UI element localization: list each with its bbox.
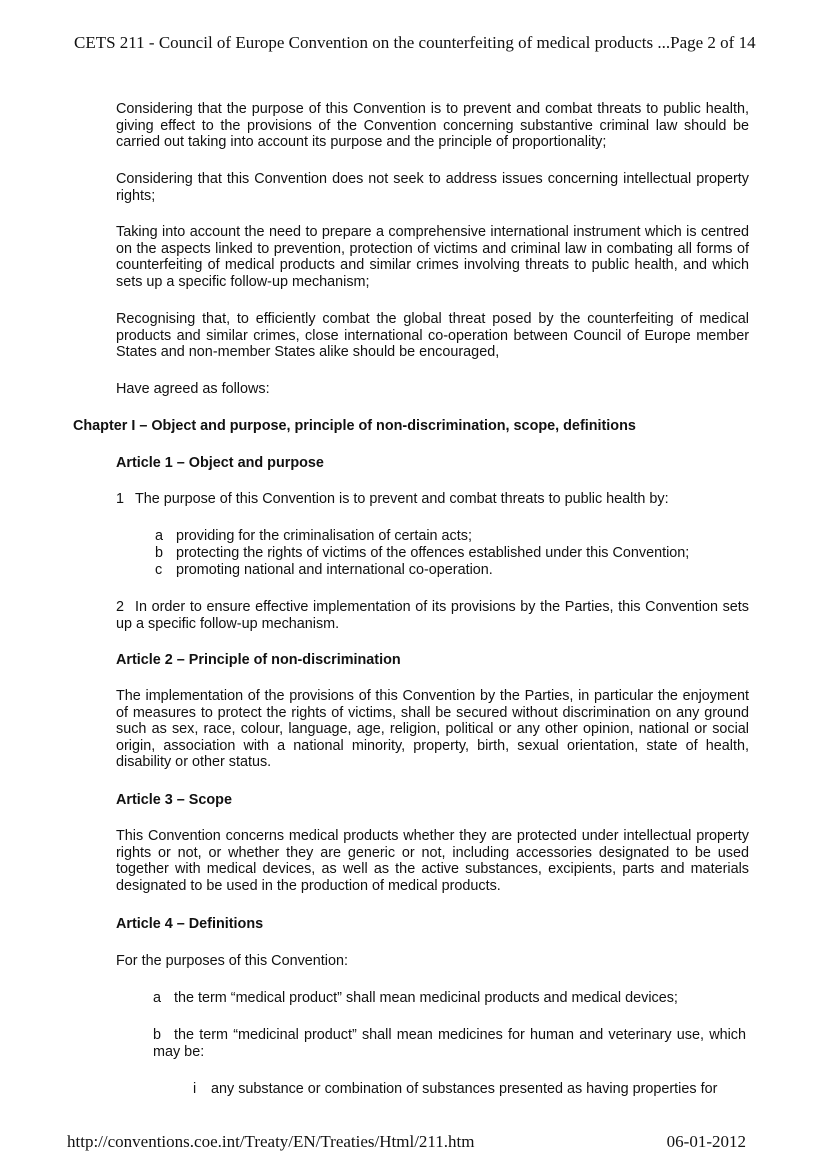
list-marker: c: [155, 562, 163, 578]
page-footer: [67, 1132, 746, 1152]
list-marker: b: [153, 1027, 162, 1043]
page-number: Page 2 of 14: [670, 33, 756, 52]
article-paragraph: The implementation of the provisions of this Convention by the Parties, in particular the enjoyment of measures to protect the rights of victims, shall be secured without discrimination on any ground such as sex, race, colour, language, age, religion, political or any other opinion, national or social origin, association with a national minority, property, birth, sexual orientation, state of health, disability or other status.: [116, 688, 749, 771]
paragraph-text: The purpose of this Convention is to prevent and combat threats to public health by:: [135, 491, 669, 507]
article-heading: Article 1 – Object and purpose: [116, 455, 324, 471]
list-item: [155, 562, 493, 579]
definition-item: [153, 990, 678, 1007]
list-item-text: any substance or combination of substances presented as having properties for: [211, 1081, 718, 1097]
list-item-text: promoting national and international co-operation.: [176, 562, 493, 578]
list-item-text: providing for the criminalisation of certain acts;: [176, 528, 472, 544]
article-paragraph: [116, 491, 749, 508]
list-item-text: the term “medical product” shall mean medicinal products and medical devices;: [174, 990, 678, 1006]
list-marker: a: [155, 528, 164, 544]
preamble-paragraph: Taking into account the need to prepare a comprehensive international instrument which is centred on the aspects linked to prevention, protection of victims and criminal law in combating all forms of counterfeiting of medical products and similar crimes involving threats to public health, and which sets up a specific follow-up mechanism;: [116, 224, 749, 290]
article-paragraph: [116, 599, 749, 632]
article-paragraph: For the purposes of this Convention:: [116, 953, 348, 969]
preamble-paragraph: Considering that the purpose of this Convention is to prevent and combat threats to public health, giving effect to the provisions of the Convention concerning substantive criminal law should be carried out taking into account its purpose and the principle of proportionality;: [116, 101, 749, 151]
source-url: http://conventions.coe.int/Treaty/EN/Treaties/Html/211.htm: [67, 1132, 475, 1151]
article-heading: Article 2 – Principle of non-discrimination: [116, 652, 401, 668]
preamble-paragraph: Recognising that, to efficiently combat the global threat posed by the counterfeiting of medical products and similar crimes, close international co-operation between Council of Europe member States and non-member States alike should be encouraged,: [116, 311, 749, 361]
list-item: [155, 545, 689, 562]
paragraph-text: In order to ensure effective implementation of its provisions by the Parties, this Convention sets up a specific follow-up mechanism.: [116, 599, 749, 632]
list-marker: i: [193, 1081, 197, 1097]
print-date: 06-01-2012: [666, 1132, 746, 1151]
document-title: CETS 211 - Council of Europe Convention on the counterfeiting of medical products ...: [74, 33, 671, 52]
list-item: [155, 528, 472, 545]
list-item-text: the term “medicinal product” shall mean medicines for human and veterinary use, which may be:: [153, 1027, 746, 1060]
paragraph-number: 1: [116, 491, 125, 507]
page-header: [74, 33, 756, 53]
list-item-text: protecting the rights of victims of the offences established under this Convention;: [176, 545, 690, 561]
preamble-paragraph: Considering that this Convention does not seek to address issues concerning intellectual property rights;: [116, 171, 749, 204]
chapter-heading: Chapter I – Object and purpose, principle of non-discrimination, scope, definitions: [73, 418, 636, 434]
definition-item: [153, 1027, 746, 1060]
definition-subitem: [193, 1081, 717, 1098]
list-marker: b: [155, 545, 164, 561]
article-heading: Article 4 – Definitions: [116, 916, 264, 932]
paragraph-number: 2: [116, 599, 125, 615]
article-heading: Article 3 – Scope: [116, 792, 232, 808]
article-paragraph: This Convention concerns medical products whether they are protected under intellectual property rights or not, or whether they are generic or not, including accessories designated to be used together with medical devices, as well as the active substances, excipients, parts and materials designated to be used in the production of medical products.: [116, 828, 749, 894]
preamble-paragraph: Have agreed as follows:: [116, 381, 270, 397]
list-marker: a: [153, 990, 162, 1006]
